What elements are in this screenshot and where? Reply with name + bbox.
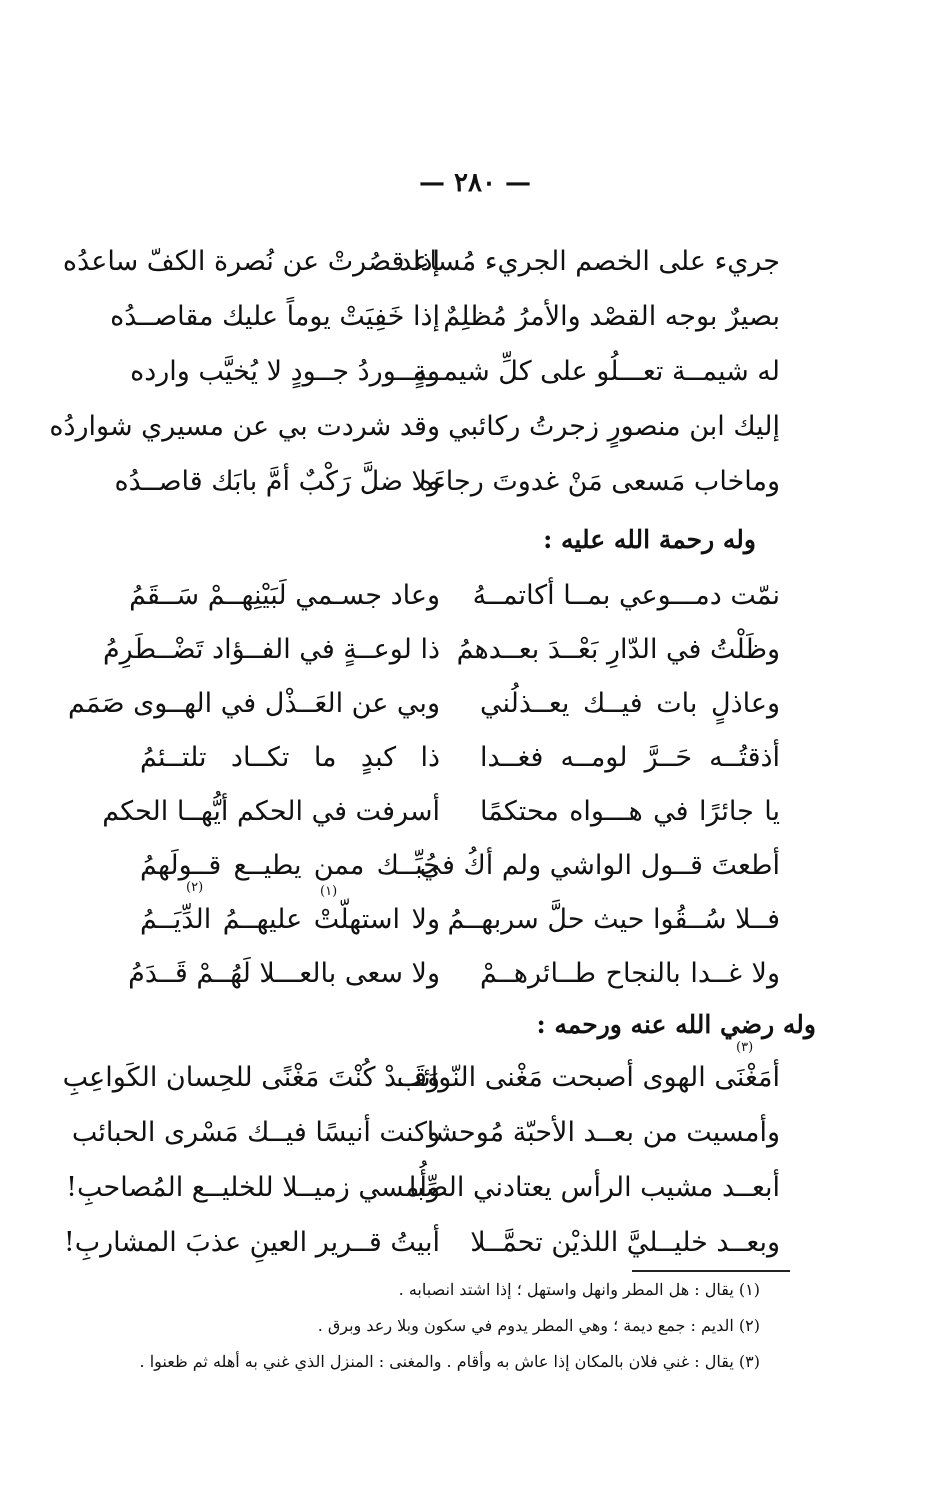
verse-second-hemistich: أسرفت في الحكم أيُّهــا الحكم <box>102 796 440 828</box>
verse-second-hemistich: ولا سعى بالعـــلا لَهُــمْ قَــدَمُ <box>128 958 440 990</box>
verse-first-hemistich: أمَغْنَى الهوى أصبحت مَغْنى النّوائب <box>396 1062 780 1094</box>
verse-line <box>102 786 780 838</box>
verse-first-hemistich: وبعــد خليــليَّ اللذيْن تحمَّــلا <box>470 1227 780 1259</box>
verse-first-hemistich: وماخاب مَسعى مَنْ غدوتَ رجاءَه <box>418 466 780 498</box>
verse-first-hemistich: إليك ابن منصورٍ زجرتُ ركائبي <box>448 411 780 443</box>
verse-first-hemistich: فــلا سُــقُوا حيث حلَّ سربهــمُ <box>447 904 780 936</box>
verse-first-hemistich: جريء على الخصم الجريء مُساعد <box>399 246 780 278</box>
verse-line <box>130 346 780 398</box>
verse-line <box>63 1217 780 1269</box>
verse-line <box>68 678 780 730</box>
verse-line <box>110 291 780 343</box>
verse-line <box>140 894 780 946</box>
verse-first-hemistich: يا جائرًا في هـــواه محتكمًا <box>480 796 780 828</box>
verse-first-hemistich: ولا غــدا بالنجاح طــائرهــمْ <box>480 958 780 990</box>
verse-second-hemistich: ومــوردُ جــودٍ لا يُخيَّب وارده <box>130 356 440 388</box>
footnote-marker-3: (٣) <box>736 1040 754 1055</box>
verse-second-hemistich: ذا كبدٍ ما تكــاد تلتــئمُ <box>140 742 440 774</box>
page-number: — ٢٨٠ — <box>418 168 532 198</box>
verse-line <box>62 236 780 288</box>
verse-line <box>140 840 780 892</box>
verse-second-hemistich: ولا ضلَّ رَكْبٌ أمَّ بابَك قاصــدُه <box>114 466 440 498</box>
footnote-2: (٢) الديم : جمع ديمة ؛ وهي المطر يدوم في سكون وبلا رعد وبرق . <box>317 1316 760 1335</box>
verse-second-hemistich: وأُمسي زميــلا للخليــع المُصاحبِ! <box>66 1172 440 1204</box>
verse-line <box>62 1052 780 1104</box>
footnote-marker-1: (١) <box>320 884 338 899</box>
verse-second-hemistich: وقد شردت بي عن مسيري شواردُه <box>49 411 440 443</box>
verse-line <box>129 570 780 622</box>
footnote-marker-2: (٢) <box>186 880 204 895</box>
footnote-3: (٣) يقال : غني فلان بالمكان إذا عاش به وأقام . والمغنى : المنزل الذي غني به أهله ثم ظعنوا . <box>139 1352 760 1371</box>
verse-line <box>49 401 780 453</box>
verse-second-hemistich: ذا لوعــةٍ في الفــؤاد تَضْــطَرِمُ <box>102 634 440 666</box>
footnote-separator <box>632 1270 790 1272</box>
verse-first-hemistich: وعاذلٍ بات فيــك يعــذلُني <box>480 688 780 720</box>
verse-first-hemistich: له شيمــة تعـــلُو على كلِّ شيمــةٍ <box>413 356 780 388</box>
verse-line <box>114 456 780 508</box>
verse-first-hemistich: وظَلْتُ في الدّارِ بَعْــدَ بعــدهمُ <box>456 634 780 666</box>
verse-second-hemistich: أبيتُ قــرير العينِ عذبَ المشاربِ! <box>63 1227 440 1259</box>
verse-second-hemistich: حُبِّــك ممن يطيــع قــولَهمُ <box>140 850 440 882</box>
verse-first-hemistich: وأمسيت من بعــد الأحبّة مُوحشا <box>426 1117 780 1149</box>
verse-line <box>102 624 780 676</box>
verse-line <box>71 1107 780 1159</box>
verse-second-hemistich: وبي عن العَــذْل في الهــوى صَمَم <box>68 688 440 720</box>
section-heading: وله رضي الله عنه ورحمه : <box>536 1010 816 1039</box>
verse-first-hemistich: أطعتَ قــول الواشي ولم أكُ في <box>419 850 780 882</box>
verse-second-hemistich: ولا استهلّتْ عليهــمُ الدِّيَــمُ <box>140 904 440 936</box>
verse-line <box>128 948 780 1000</box>
verse-second-hemistich: وَقَــدْ كُنْتَ مَغْنًى للحِسان الكَواعِبِ <box>62 1062 440 1094</box>
verse-line <box>140 732 780 784</box>
verse-first-hemistich: نمّت دمـــوعي بمــا أكاتمــهُ <box>472 580 780 612</box>
verse-first-hemistich: بصيرٌ بوجه القصْد والأمرُ مُظلِمٌ <box>443 301 780 333</box>
verse-second-hemistich: وكنت أنيسًا فيــك مَسْرى الحبائب <box>71 1117 440 1149</box>
verse-first-hemistich: أذقتُــه حَــرَّ لومــه فغــدا <box>480 742 780 774</box>
verse-second-hemistich: وعاد جسـمي لَبَيْنِهــمْ سَــقَمُ <box>129 580 440 612</box>
verse-line <box>66 1162 780 1214</box>
footnote-1: (١) يقال : هل المطر وانهل واستهل ؛ إذا اشتد انصبابه . <box>398 1280 760 1299</box>
section-heading: وله رحمة الله عليه : <box>543 525 756 554</box>
verse-second-hemistich: إذا قصُرتْ عن نُصرة الكفّ ساعدُه <box>62 246 440 278</box>
verse-second-hemistich: إذا خَفِيَتْ يوماً عليك مقاصــدُه <box>110 301 440 333</box>
verse-first-hemistich: أبعــد مشيب الرأس يعتادني الصِّبا <box>408 1172 780 1204</box>
